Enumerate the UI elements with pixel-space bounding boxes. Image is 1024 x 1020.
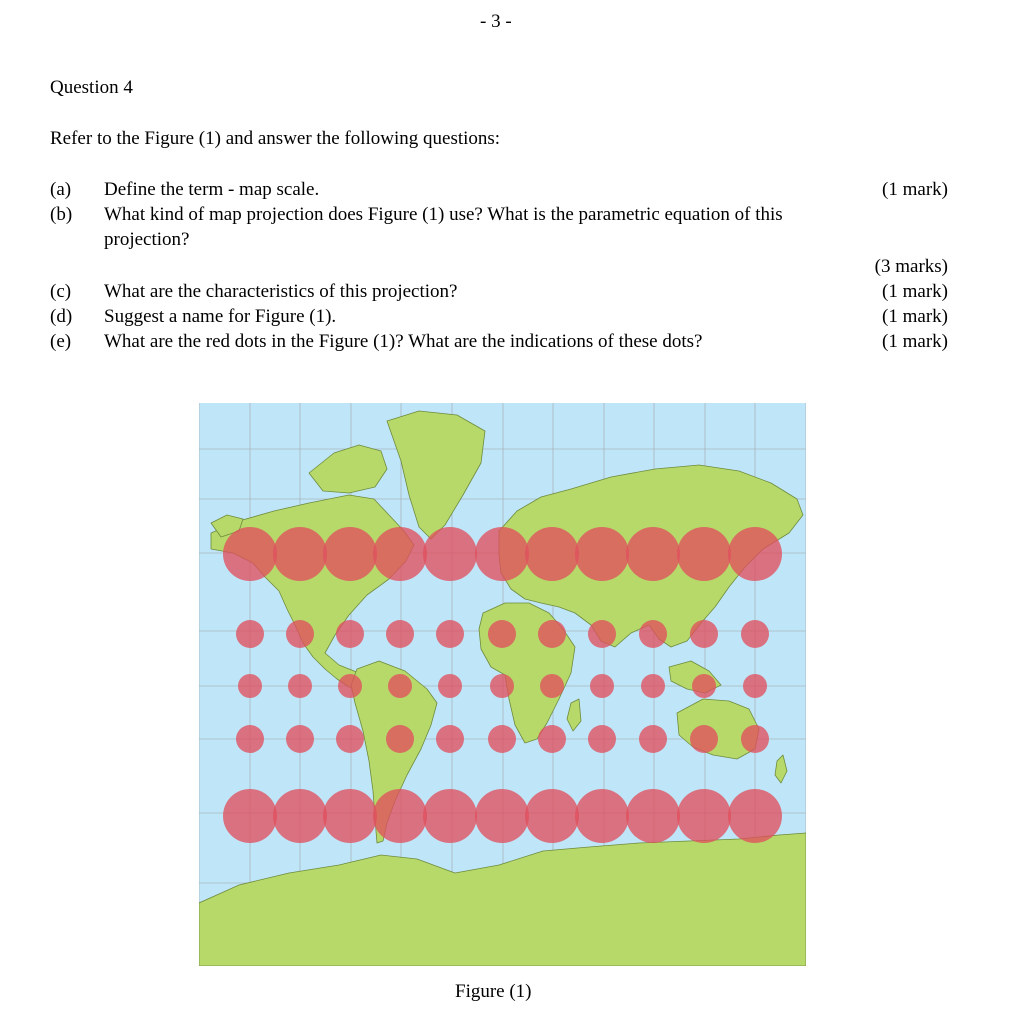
- item-b-label: (b): [50, 204, 73, 225]
- tissot-dot: [273, 789, 327, 843]
- tissot-dot: [728, 789, 782, 843]
- tissot-dot: [626, 789, 680, 843]
- tissot-dot: [323, 789, 377, 843]
- tissot-dot: [436, 620, 464, 648]
- page-number: - 3 -: [480, 11, 512, 32]
- tissot-dot: [338, 674, 362, 698]
- tissot-dot: [575, 527, 629, 581]
- question-title: Question 4: [50, 77, 133, 98]
- tissot-dot: [386, 725, 414, 753]
- tissot-dot: [436, 725, 464, 753]
- item-c-label: (c): [50, 281, 72, 302]
- tissot-dot: [741, 725, 769, 753]
- tissot-dot: [223, 527, 277, 581]
- item-a-marks: (1 mark): [882, 179, 948, 200]
- item-d-text: Suggest a name for Figure (1).: [104, 306, 337, 327]
- item-d-label: (d): [50, 306, 73, 327]
- tissot-dot: [373, 789, 427, 843]
- tissot-dot: [677, 789, 731, 843]
- item-b-text-cont: projection?: [104, 229, 190, 250]
- tissot-dot: [588, 725, 616, 753]
- question-intro: Refer to the Figure (1) and answer the following questions:: [50, 128, 501, 149]
- tissot-dot: [590, 674, 614, 698]
- figure-caption: Figure (1): [455, 981, 532, 1002]
- tissot-dot: [236, 725, 264, 753]
- tissot-dot: [388, 674, 412, 698]
- tissot-dot: [475, 789, 529, 843]
- tissot-dot: [236, 620, 264, 648]
- item-b-text: What kind of map projection does Figure (1) use? What is the parametric equation of this: [104, 204, 783, 225]
- tissot-dot: [690, 725, 718, 753]
- item-d-marks: (1 mark): [882, 306, 948, 327]
- tissot-dot: [488, 725, 516, 753]
- tissot-dot: [538, 620, 566, 648]
- tissot-dot: [273, 527, 327, 581]
- tissot-dot: [525, 789, 579, 843]
- item-a-label: (a): [50, 179, 72, 200]
- tissot-dot: [323, 527, 377, 581]
- tissot-dot: [488, 620, 516, 648]
- tissot-dot: [336, 620, 364, 648]
- item-e-marks: (1 mark): [882, 331, 948, 352]
- tissot-dot: [538, 725, 566, 753]
- tissot-dot: [641, 674, 665, 698]
- item-b-marks: (3 marks): [874, 256, 948, 277]
- tissot-dot: [690, 620, 718, 648]
- tissot-dot: [677, 527, 731, 581]
- item-e-label: (e): [50, 331, 72, 352]
- tissot-dot: [386, 620, 414, 648]
- tissot-dot: [336, 725, 364, 753]
- tissot-dot: [438, 674, 462, 698]
- tissot-dot: [238, 674, 262, 698]
- world-map-figure: [199, 403, 806, 966]
- tissot-dot: [286, 620, 314, 648]
- tissot-dot: [286, 725, 314, 753]
- item-c-marks: (1 mark): [882, 281, 948, 302]
- item-e-text: What are the red dots in the Figure (1)? What are the indications of these dots?: [104, 331, 703, 352]
- tissot-dot: [373, 527, 427, 581]
- tissot-dot: [475, 527, 529, 581]
- item-c-text: What are the characteristics of this projection?: [104, 281, 458, 302]
- tissot-dot: [490, 674, 514, 698]
- tissot-dot: [692, 674, 716, 698]
- tissot-dot: [728, 527, 782, 581]
- tissot-dot: [423, 789, 477, 843]
- tissot-dot: [288, 674, 312, 698]
- tissot-dot: [588, 620, 616, 648]
- tissot-dot: [639, 620, 667, 648]
- item-a-text: Define the term - map scale.: [104, 179, 320, 200]
- tissot-indicatrix-dots: [223, 527, 782, 843]
- tissot-dot: [540, 674, 564, 698]
- tissot-dot: [423, 527, 477, 581]
- tissot-dot: [741, 620, 769, 648]
- tissot-dot: [639, 725, 667, 753]
- tissot-dot: [223, 789, 277, 843]
- tissot-dot: [743, 674, 767, 698]
- tissot-dot: [575, 789, 629, 843]
- tissot-dot: [525, 527, 579, 581]
- tissot-dot: [626, 527, 680, 581]
